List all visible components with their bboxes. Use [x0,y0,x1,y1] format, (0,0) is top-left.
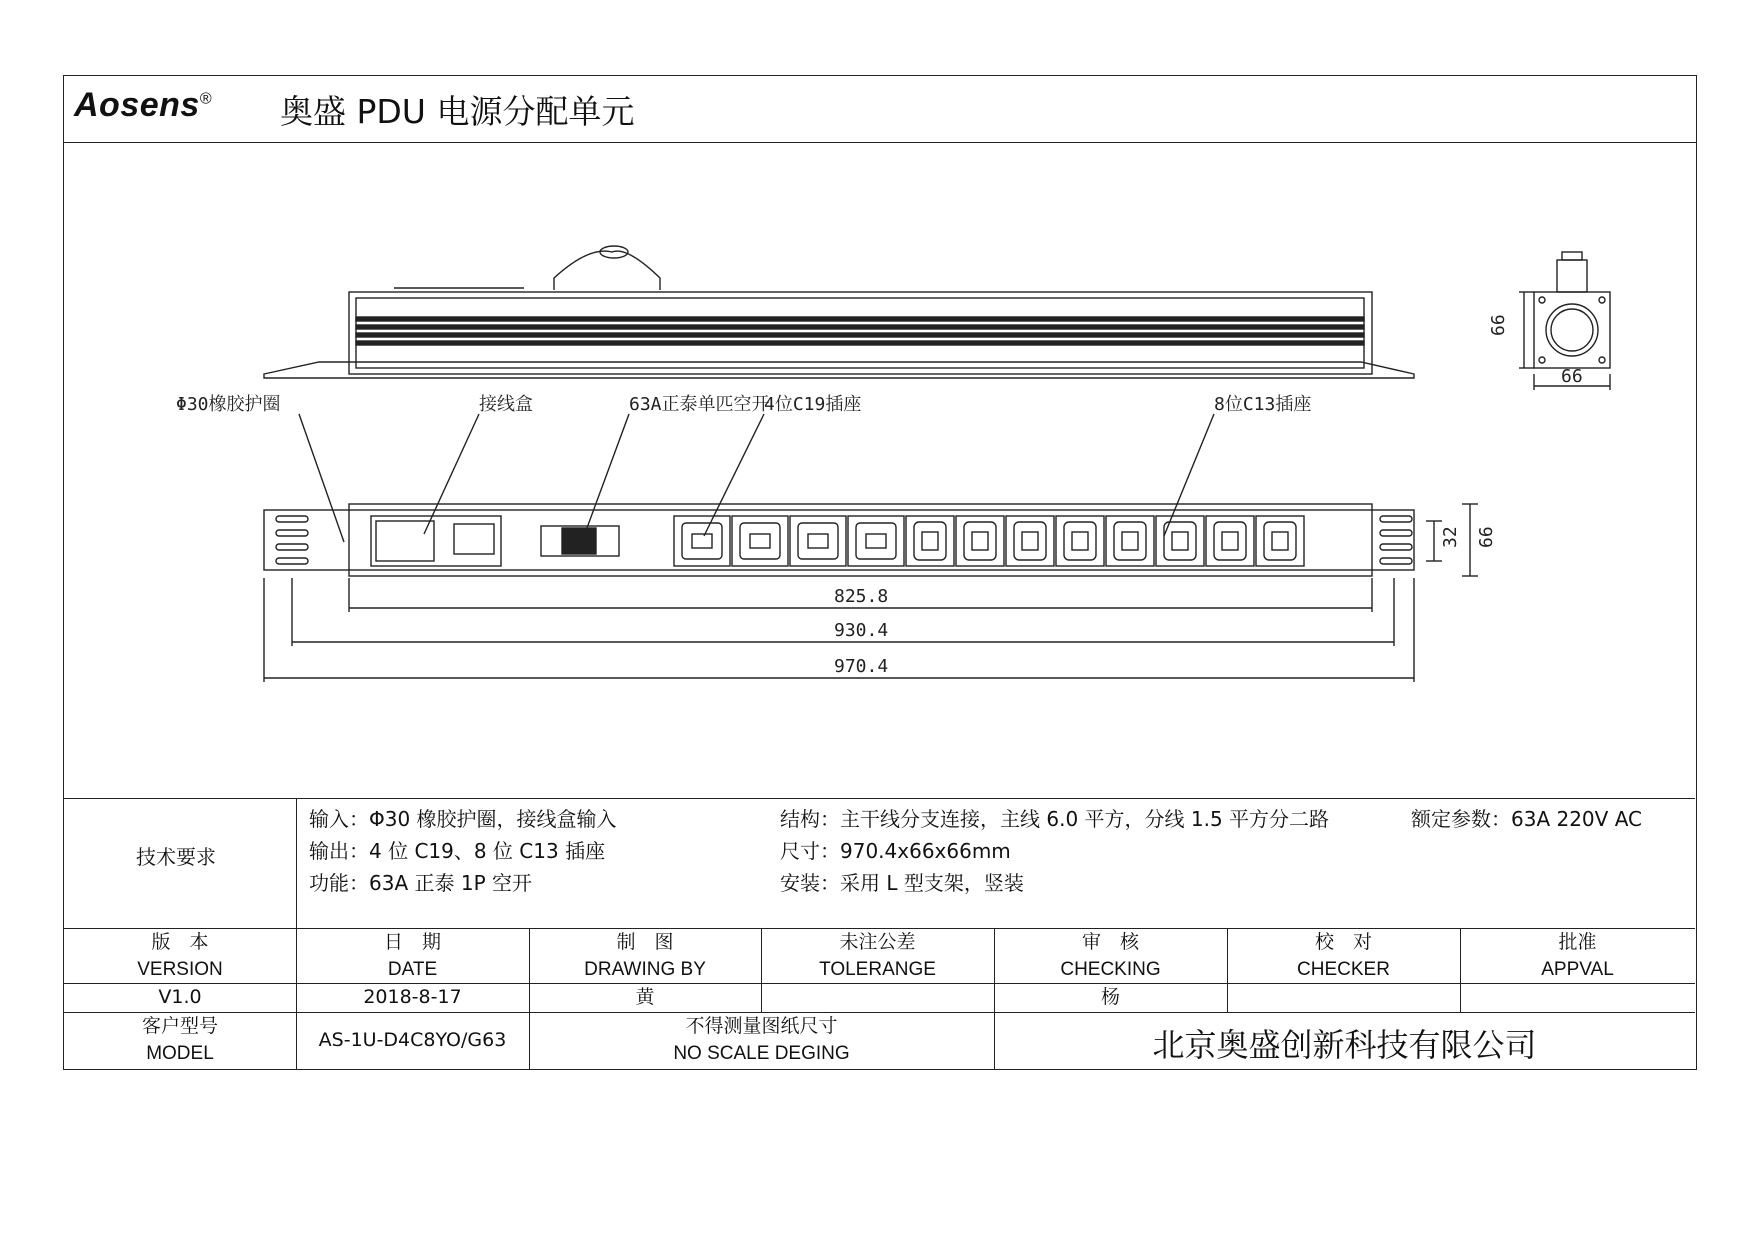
spec-input: 输入：Φ30 橡胶护圈，接线盒输入 [309,807,617,831]
dim-length-3: 970.4 [834,656,889,677]
spec-rating: 额定参数：63A 220V AC [1411,807,1642,831]
no-scale-note: 不得测量图纸尺寸 NO SCALE DEGING [673,1015,850,1064]
value-date: 2018-8-17 [363,986,462,1008]
c13-sockets [906,516,1304,566]
pdu-front-view [264,414,1478,682]
header-drawing-by: 制 图 DRAWING BY [584,931,706,980]
dim-front-32: 32 [1440,526,1461,548]
model-value: AS-1U-D4C8YO/G63 [318,1029,507,1051]
title-bar [64,76,1696,143]
c19-sockets [674,516,904,566]
spec-dimensions: 尺寸：970.4x66x66mm [780,839,1011,863]
pdu-drawing-svg [64,142,1695,798]
dim-length-1: 825.8 [834,586,889,607]
dim-front-66: 66 [1476,526,1497,548]
callout-breaker: 63A正泰单匹空开 [629,394,770,415]
callout-c19: 4位C19插座 [764,394,862,415]
model-label: 客户型号 MODEL [141,1015,218,1064]
value-drawing-by: 黄 [635,986,655,1008]
rule [296,798,297,928]
header-approval: 批准 APPVAL [1541,931,1614,980]
brand-logo: Aosens® [74,86,213,124]
spec-function: 功能：63A 正泰 1P 空开 [309,871,532,895]
drawing-frame [63,75,1697,1070]
header-date: 日 期 DATE [383,931,441,980]
header-tolerance: 未注公差 TOLERANGE [819,931,936,980]
callout-c13: 8位C13插座 [1214,394,1312,415]
callout-junction-box: 接线盒 [479,394,533,415]
technical-drawing [64,142,1695,798]
value-version: V1.0 [158,986,202,1008]
pdu-top-view [264,246,1414,378]
dim-side-height: 66 [1488,314,1509,336]
value-checking: 杨 [1100,986,1120,1008]
spec-installation: 安装：采用 L 型支架，竖装 [780,871,1024,895]
spec-output: 输出：4 位 C19、8 位 C13 插座 [309,839,606,863]
header-version: 版 本 VERSION [137,931,223,980]
dim-side-width: 66 [1561,366,1583,387]
specs-label: 技术要求 [136,845,216,869]
callout-grommet: Φ30橡胶护圈 [176,394,281,415]
dim-length-2: 930.4 [834,620,889,641]
header-checking: 审 核 CHECKING [1060,931,1161,980]
rule [64,798,1695,799]
header-checker: 校 对 CHECKER [1297,931,1390,980]
company-name: 北京奥盛创新科技有限公司 [1152,1026,1537,1064]
spec-structure: 结构：主干线分支连接，主线 6.0 平方，分线 1.5 平方分二路 [780,807,1330,831]
document-title: 奥盛 PDU 电源分配单元 [280,92,635,131]
